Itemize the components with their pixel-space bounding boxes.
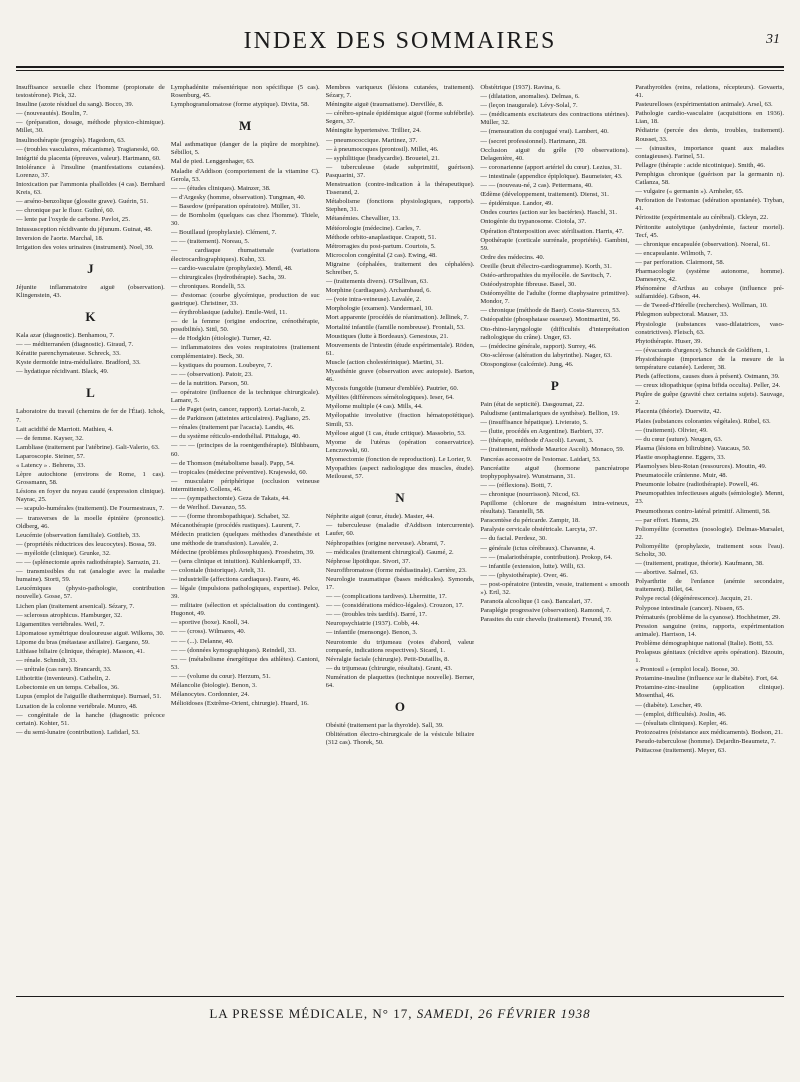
index-entry: Paracentèse du péricarde. Zampir, 18. (480, 517, 580, 525)
index-entry: Luxation de la colonne vertébrale. Munro, 48. (16, 702, 138, 710)
index-entry: Irrigation des voies urinaires (instrument). Noel, 39. (16, 243, 154, 251)
index-entry: Psittacose (traitement). Meyer, 63. (635, 747, 727, 755)
index-entry: — (évacuants d'urgence). Schunck de Goldfiem, 1. (635, 346, 770, 354)
index-entry: Myome de l'utérus (opération conservatrice). Lenczowski, 60. (325, 438, 475, 454)
index-entry: — coronarienne (apport artériel du cœur). Lezius, 31. (480, 163, 622, 171)
index-entry: — (traitements divers). O'Sullivan, 63. (325, 278, 429, 286)
index-entry: — urétrale (cas rare). Brancardi, 33. (16, 666, 112, 674)
index-entry: — (médecine générale, rapport). Surrey, 46. (480, 342, 597, 350)
index-entry: Lambliase (traitement par l'atébrine). Gali-Valerio, 63. (16, 443, 160, 451)
index-entry: — industrielle (affections cardiaques). Faure, 46. (170, 575, 301, 583)
index-entry: Oto-sclérose (altération du labyrinthe). Nager, 63. (480, 351, 612, 359)
index-entry: — creux idiopathique (spina bifida occulta). Peller, 24. (635, 382, 781, 390)
index-entry: — transmissibles du rat (analogie avec la maladie humaine). Storti, 59. (16, 568, 165, 584)
issue-date: SAMEDI, 26 FÉVRIER 1938 (416, 1006, 591, 1021)
index-entry: Pancréatite aiguë (hormone pancréatrope trophypophysaire). Wunstmann, 31. (480, 464, 630, 480)
index-entry: Opération d'interposition avec stérilisation. Harris, 47. (480, 227, 624, 235)
index-entry: — (traitement, pratique, théorie). Kaufmann, 38. (635, 560, 764, 568)
index-entry: — infantile (mensonge). Benon, 3. (325, 629, 418, 637)
index-entry: Lait acidifié de Marriott. Mathieu, 4. (16, 425, 114, 433)
section-letter-k: K (85, 308, 96, 324)
index-entry: Myélites (différences séméiologiques). Ieser, 64. (325, 394, 454, 402)
index-entry: Pneumatocèle crânienne. Muir, 48. (635, 472, 728, 480)
index-entry: Ontogénie du trypanosome. Ciotola, 37. (480, 218, 587, 226)
index-entry: — par perforation. Clairmont, 58. (635, 258, 725, 266)
index-entry: — (sinusites, importance quant aux maladies contagieuses). Farinel, 51. (635, 144, 784, 160)
index-entry: — Bouillaud (prophylaxie). Clément, 7. (170, 229, 277, 237)
index-entry: Otospongiose (calcémie). Jung, 46. (480, 360, 574, 368)
index-entry: Leucémie (observation familiale). Gottlieb, 33. (16, 531, 141, 539)
index-entry: Lymphogranulomatose (forme atypique). Divita, 58. (170, 101, 310, 109)
index-entry: Neurofibromatose (forme médiastinale). Carrière, 23. (325, 566, 467, 574)
index-entry: — de Tweed-d'Hérelle (recherches). Wollman, 10. (635, 302, 768, 310)
index-entry: Plasmolyses bleu-Rotan (ressources). Moutin, 49. (635, 463, 767, 471)
index-entry: — du trijumeau (chirurgie, résultats). Grant, 43. (325, 664, 453, 672)
index-entry: Néphrite aiguë (cœur, étude). Master, 44. (325, 513, 435, 521)
index-entry: — (résultats cliniques). Kepler, 46. (635, 719, 728, 727)
index-entry: — inflammatoires des voies respiratoires (traitement complémentaire). Beck, 30. (170, 344, 320, 360)
index-entry: Polyarthrite de l'enfance (anémie secondaire, traitement). Billet, 64. (635, 578, 784, 594)
index-entry: Phytothérapie. Huser, 39. (635, 337, 703, 345)
index-entry: — abortive. Salmel, 63. (635, 569, 699, 577)
index-entry: Polypose intestinale (cancer). Nissen, 65. (635, 604, 745, 612)
index-entry: Paralysie cervicale obstétricale. Larcyta, 37. (480, 526, 598, 534)
index-entry: Intégrité du placenta (épreuves, valeur). Hartmann, 60. (16, 154, 161, 162)
index-entry: Paranoïa alcoolique (1 cas). Bancalari, 37. (480, 598, 593, 606)
index-entry: Lésions en foyer du noyau caudé (expression clinique). Nayrac, 25. (16, 488, 165, 504)
index-entry: — — (splénectomie après radiothérapie). Sarrazin, 21. (16, 559, 161, 567)
page-header (16, 28, 784, 60)
index-entry: — (médicaments excitateurs des contractions utérines). Müller, 32. (480, 111, 630, 127)
index-entry: — (traitement). Olivier, 49. (635, 426, 708, 434)
index-entry: — de Thomson (métabolisme basal). Papp, 54. (170, 459, 295, 467)
index-entry: Obésité (traitement par la thyroïde). Sall, 39. (325, 722, 444, 730)
index-entry: Périostite (expérimentale au cérébral). Ckleyn, 22. (635, 214, 769, 222)
page-footer (16, 1006, 784, 1022)
index-entry: Mortalité infantile (famille nombreuse). Frontali, 53. (325, 323, 465, 331)
index-column-4 (480, 84, 629, 906)
index-entry: Lipomatose symétrique douloureuse aiguë. Wilkens, 30. (16, 629, 165, 637)
index-entry: Physiothérapie (importance de la mesure de la température cutanée). Lederer, 38. (635, 355, 784, 371)
index-entry: — générale (ictus cérébraux). Chavanne, 4. (480, 544, 595, 552)
index-entry: — sclerosus atrophicus. Hamburger, 32. (16, 611, 123, 619)
index-entry: Inversion de l'aorte. Marchal, 18. (16, 234, 104, 242)
index-entry: Kyste dermoïde intra-médullaire. Bradford, 33. (16, 359, 141, 367)
index-entry: Ostéodystrophie fibreuse. Basel, 30. (480, 281, 576, 289)
index-entry: Lupus (emploi de l'aiguille diathermique). Burnael, 51. (16, 693, 162, 701)
index-column-5 (635, 84, 784, 906)
index-entry: — de la nutrition. Parson, 50. (170, 379, 249, 387)
index-entry: Méningite hypertensive. Trillier, 24. (325, 127, 421, 135)
index-entry: Protamine-zinc-insuline (application clinique). Mosenthal, 46. (635, 684, 784, 700)
index-columns (16, 84, 784, 906)
index-entry: — rénale. Schmidt, 33. (16, 657, 78, 665)
journal-name: LA PRESSE MÉDICALE, (209, 1006, 369, 1021)
index-entry: — (insuffisance hépatique). Livierato, 5. (480, 419, 588, 427)
index-entry: — — (données kymographiques). Reindell, 33. (170, 646, 297, 654)
index-entry: Mélancolie (biologie). Benon, 3. (170, 682, 257, 689)
index-entry: — chronique (méthode de Baer). Costa-Starecco, 53. (480, 307, 621, 315)
index-entry: Physiologie (substances vaso-dilatatrices, vaso-constrictives). Fleisch, 63. (635, 320, 784, 336)
index-entry: — de la femme (origine endocrine, crénothérapie, possibilités). Sittl, 50. (170, 318, 320, 334)
index-entry: — légale (impulsions pathologiques, expertise). Pelce, 39. (170, 584, 320, 601)
index-entry: Lèpre autochtone (environs de Rome, 1 cas). Grossmann, 58. (16, 471, 165, 487)
index-entry: Oblitération électro-chirurgicale de la vésicule biliaire (312 cas). Thorek, 50. (325, 731, 475, 747)
index-entry: — arséno-benzolique (glossite grave). Guérin, 51. (16, 198, 149, 206)
index-entry: — congénitale de la hanche (diagnostic précoce certain). Kohter, 51. (16, 711, 165, 727)
index-entry: — kystiques du poumon. Loubeyre, 7. (170, 361, 273, 369)
index-entry: — coloniale (historique). Artelt, 31. (170, 566, 266, 574)
index-entry: — cérébro-spinale épidémique aiguë (forme subfébrile). Segers, 37. (325, 110, 475, 126)
index-entry: Polype rectal (dégénérescence). Jacquin, 21. (635, 595, 753, 603)
index-entry: — (mensuration du conjugué vrai). Lambert, 40. (480, 128, 609, 136)
index-entry: Piqûre de guêpe (gravité chez certains sujets). Sauvage, 2. (635, 391, 784, 407)
index-entry: Protozoaires (résistance aux médicaments). Bodson, 21. (635, 728, 783, 736)
index-entry: Poliomyélite (prophylaxie, traitement sous l'eau). Scholtz, 30. (635, 542, 784, 558)
page-title: INDEX DES SOMMAIRES (243, 28, 557, 54)
index-entry: Métanémies. Chevallier, 13. (325, 215, 400, 223)
index-entry: Pneumothorax contro-latéral primitif. Alimenti, 58. (635, 507, 771, 515)
index-entry: — (secret professionnel). Hartmann, 28. (480, 137, 587, 145)
index-entry: Mort apparente (procédés de réanimation). Jellinek, 7. (325, 314, 469, 322)
index-entry: Insuline (azote résiduel du sang). Bocco, 39. (16, 101, 134, 109)
index-entry: — — (complications tardives). Lhermitte, 17. (325, 593, 447, 601)
index-entry: Névralgie faciale (chirurgie). Petit-Dutaillis, 8. (325, 655, 450, 663)
index-entry: Insulinothérapie (progrès). Hagedorn, 63. (16, 136, 126, 144)
index-entry: Lithotritie (inventeurs). Cathelin, 2. (16, 675, 111, 683)
index-entry: Opothérapie (corticale surrénale, propriétés). Gambini, 59. (480, 236, 630, 252)
index-entry: Numération de plaquettes (technique nouvelle). Berner, 64. (325, 673, 475, 689)
index-entry: — — (troubles très tardifs). Barré, 17. (325, 611, 427, 619)
index-entry: Paludisme (antimalariques de synthèse). Bellion, 19. (480, 410, 620, 418)
index-entry: Papillome (chlorure de magnésium intra-veineux, résultats). Tarantelli, 58. (480, 500, 630, 516)
index-entry: — — (nouveau-né, 2 cas). Pettermans, 40. (480, 182, 593, 190)
index-entry: Lipome du bras (métastase axillaire). Gargano, 59. (16, 638, 150, 646)
index-entry: — cardiaque rhumatismale (variations électrocardiographiques). Kuhn, 33. (170, 247, 320, 263)
index-entry: Intoxication par l'ammonia phalloïdes (4 cas). Bernhard Kreis, 63. (16, 181, 165, 197)
index-entry: — du cœur (suture). Neugen, 63. (635, 435, 723, 443)
index-entry: — — (forme thrombopathique). Schabet, 32. (170, 513, 290, 521)
index-entry: — épidémique. Landor, 49. (480, 200, 554, 208)
index-entry: Pancréas accessoire de l'estomac. Laidari, 53. (480, 455, 601, 463)
index-entry: Myélose aiguë (1 cas, étude critique). Massobrio, 53. (325, 429, 466, 437)
index-entry: — syphilitique (bradycardie). Brouetel, 21. (325, 154, 440, 162)
index-entry: Myomectomie (fonction de reproduction). Le Lorier, 9. (325, 455, 472, 463)
index-entry: — pneumococcique. Martinez, 37. (325, 136, 418, 144)
index-entry: — de Hodgkin (étiologie). Turner, 42. (170, 335, 272, 343)
index-entry: Neurologie traumatique (bases médicales). Symonds, 17. (325, 575, 475, 591)
index-entry: Occlusion aiguë du grêle (70 observations). Delagenière, 40. (480, 146, 630, 162)
index-entry: Métabolisme (fonctions physiologiques, rapports). Stephen, 31. (325, 198, 475, 214)
index-column-1 (16, 84, 165, 906)
index-entry: Plastie œsophagienne. Eggers, 33. (635, 453, 726, 461)
index-entry: Lobectomie en un temps. Ceballos, 36. (16, 684, 119, 692)
index-entry: Mal de pied. Lenggenhager, 63. (170, 158, 255, 166)
index-entry: Pression sanguine (reins, rapports, expérimentation animale). Harrison, 14. (635, 622, 784, 638)
index-entry: Pellagre (thérapie : acide nicotinique). Smith, 46. (635, 161, 766, 169)
index-entry: Phlegmon subpectoral. Mauser, 33. (635, 311, 729, 319)
index-entry: — du système réticulo-endothélial. Pittaluga, 40. (170, 433, 301, 441)
index-entry: Mouvements de l'intestin (étude expérimentale). Röden, 61. (325, 341, 475, 357)
index-entry: — du semi-lunaire (contribution). Lafidarl, 53. (16, 728, 140, 736)
index-entry: — (thérapie, méthode d'Ascoli). Levant, 3. (480, 437, 594, 445)
index-entry: — post-opératoire (intestin, vessie, traitement « smooth »). Ertl, 32. (480, 580, 630, 596)
index-entry: Myasthénie grave (observation avec autopsie). Barton, 46. (325, 368, 475, 384)
index-entry: — — (métabolisme énergétique des athlètes). Cantoni, 53. (170, 655, 320, 671)
index-entry: Obstétrique (1937). Ravina, 6. (480, 84, 561, 91)
index-entry: Kératite parenchymateuse. Schreck, 33. (16, 350, 121, 358)
index-entry: — d'Argesky (homme, observation). Tungman, 40. (170, 193, 306, 201)
index-entry: — — (cross). Wilmares, 40. (170, 628, 246, 636)
index-entry: Ondes courtes (action sur les bactéries). Haschl, 31. (480, 209, 617, 217)
index-entry: — opératoire (influence de la technique chirurgicale). Lamare, 5. (170, 388, 320, 404)
index-entry: — lente par l'oxyde de carbone. Pavlot, 25. (16, 216, 130, 224)
index-entry: « Prontosil » (emploi local). Boose, 30. (635, 666, 740, 674)
index-entry: — (préparation, dosage, méthode physico-chimique). Millet, 30. (16, 119, 165, 135)
index-entry: — myéloïde (clinique). Grunke, 32. (16, 549, 111, 557)
index-entry: Menstruation (contre-indication à la thérapeutique). Tisserand, 2. (325, 181, 475, 197)
index-entry: — — (considérations médico-légales). Crouzon, 17. (325, 602, 464, 610)
index-entry: Prolapsus génitaux (récidive après opération). Bizouin, 1. (635, 649, 784, 665)
section-letter-o: O (394, 699, 406, 715)
index-entry: — du facial. Perdesz, 30. (480, 535, 547, 543)
index-entry: — — (volume du cœur). Herzum, 51. (170, 672, 271, 680)
index-entry: Problème démographique national (Italie). Botti, 53. (635, 639, 774, 647)
index-entry: — Basedow (préparation opératoire). Müller, 31. (170, 202, 301, 210)
index-entry: — de Bornholm (quelques cas chez l'homme). Thiele, 30. (170, 212, 320, 228)
section-letter-m: M (239, 118, 252, 134)
index-entry: Météorologie (médecine). Carles, 7. (325, 224, 421, 232)
index-entry: Néphrose lipoïdique. Sivori, 37. (325, 557, 411, 565)
index-entry: — tropicales (médecine préventive). Krajewski, 60. (170, 468, 308, 476)
section-letter-j: J (87, 260, 94, 276)
index-entry: — tuberculeuse (stade subprimitif, guérison). Pasquarini, 37. (325, 163, 475, 179)
index-entry: Lymphadénite mésentérique non spécifique (5 cas). Rosenburg, 45. (170, 84, 320, 100)
index-entry: — (leçon inaugurale). Lévy-Solal, 7. (480, 102, 578, 110)
index-entry: — hydatique récidivant. Black, 49. (16, 368, 109, 376)
index-entry: Microcolon congénital (2 cas). Ewing, 48. (325, 251, 437, 259)
index-entry: Poliomyélite (cornettes (nosologie). Delmas-Marsalet, 22. (635, 525, 784, 541)
index-entry: Mycosis fungoïde (tumeur d'emblée). Pautrier, 60. (325, 385, 459, 393)
index-entry: Mécanothérapie (procédés rustiques). Laurent, 7. (170, 522, 301, 530)
issue-number: N° 17, (372, 1006, 413, 1021)
index-entry: Mélioïdoses (Extrême-Orient, chirurgie). Huard, 16. (170, 700, 309, 708)
index-entry: Pemphigus chronique (guérison par la germanin n). Catlanza, 58. (635, 170, 784, 187)
index-entry: — (traitement, méthode Maurice Ascoli). Monaco, 59. (480, 446, 625, 454)
index-entry: Prématurés (problème de la cyanose). Hochheimer, 29. (635, 613, 781, 621)
index-entry: — — (réflexions). Botti, 7. (480, 481, 553, 489)
index-entry: Pieds (affections, causes dues à présent). Ostmann, 39. (635, 373, 780, 381)
index-entry: — (nouveautés). Boulin, 7. (16, 110, 88, 118)
index-entry: — infantile (extension, lutte). Willi, 63. (480, 562, 585, 570)
index-entry: Oreille (bruit d'électro-cardiogramme). Korth, 31. (480, 262, 612, 270)
index-entry: — — méditerranéen (diagnostic). Giraud, 7. (16, 341, 134, 349)
index-entry: — par effort. Hanns, 29. (635, 516, 700, 524)
index-entry: Méthode orbito-anaplastique. Crapott, 51. (325, 233, 437, 241)
index-entry: — — (observation). Patoir, 23. (170, 370, 253, 378)
index-entry: Neurotomie du trijumeau (voies d'abord, valeur comparée, indications respectives). Sicard, 1. (325, 638, 475, 654)
index-entry: Pasteurelloses (expérimentation animale). Arsel, 63. (635, 101, 773, 109)
index-entry: Perforation de l'estomac (sdération spontanée). Tryban, 41. (635, 197, 784, 213)
index-entry: — sportive (boxe). Knoll, 34. (170, 619, 249, 627)
index-entry: Myopathies (aspect radiologique des muscles, étude). Meilouest, 57. (325, 465, 475, 481)
index-entry: — de Parkinson (atteintes articulaires). Pagliano, 25. (170, 415, 311, 423)
index-entry: Migraine (céphalées, traitement des céphalées). Schreiber, 5. (325, 260, 475, 276)
index-entry: Ostéo-arthropathies du myélocèle. de Savitsch, 7. (480, 271, 612, 279)
index-entry: Laboratoire du travail (chemins de fer de l'État). Ichok, 7. (16, 408, 165, 424)
index-entry: — transverses de la moelle épinière (pronostic). Oldberg, 46. (16, 514, 165, 530)
index-entry: Méningite aiguë (traumatisme). Dervillée, 8. (325, 101, 444, 109)
index-entry: Parasites du cuir chevelu (traitement). Freund, 39. (480, 616, 613, 624)
index-entry: — musculaire périphérique (occlusion veineuse intermittente). Collens, 46. (170, 477, 320, 493)
index-entry: — — (sympathectomie). Geza de Takats, 44. (170, 495, 290, 503)
index-entry: Ordre des médecins. 40. (480, 253, 545, 261)
index-entry: — — (traitement). Noreau, 5. (170, 238, 250, 246)
index-entry: Pseudo-tuberculose (homme). Dejardin-Beaumetz, 7. (635, 737, 776, 745)
index-entry: — (lutte, procédés en Argentine). Barbieri, 37. (480, 428, 604, 436)
index-entry: Intussusception récidivante du jéjunum. Guinat, 48. (16, 225, 153, 233)
index-entry: Intolérance à l'insuline (manifestations cutanées). Lorenzo, 37. (16, 163, 165, 179)
section-letter-l: L (86, 385, 95, 401)
index-entry: — médicales (traitement chirurgical). Gaumé, 2. (325, 548, 454, 556)
index-entry: Laparoscopie. Steiner, 57. (16, 452, 85, 460)
index-entry: Kala azar (diagnostic). Benhamou, 7. (16, 331, 115, 339)
footer-rule (16, 996, 784, 997)
index-entry: Lichen plan (traitement arsenical). Sézary, 7. (16, 602, 135, 610)
section-letter-n: N (395, 490, 405, 506)
index-entry: Leucémiques (physio-pathologie, contribution nouvelle). Gosse, 57. (16, 585, 165, 601)
index-entry: Parathyroïdes (reins, relations, récepteurs). Govaerts, 41. (635, 84, 784, 100)
index-entry: Ligamentites vertébrales. Weil, 7. (16, 620, 105, 628)
index-entry: Mal asthmatique (danger de la piqûre de morphine). Sébillot, 5. (170, 141, 320, 157)
index-entry: Pneumonie lobaire (radiothérapie). Powell, 46. (635, 481, 759, 489)
index-entry: Néphropathies (origine nerveuse). Abrami, 7. (325, 539, 446, 547)
index-entry: Plaies (substances colorantes végétales). Rübel, 63. (635, 417, 771, 425)
index-entry: — (troubles vasculaires, mécanisme). Tragianeski, 60. (16, 145, 160, 153)
index-entry: Métrorragies du post-partum. Courtois, 5. (325, 242, 436, 250)
section-letter-p: P (550, 378, 559, 393)
index-entry: — (sens clinique et intuition). Kuhlenkampff, 33. (170, 557, 302, 565)
index-entry: Plasma (lésions en bilirubine). Vaucaus, 50. (635, 444, 751, 452)
index-entry: — encapsulante. Wilmoth, 7. (635, 249, 713, 257)
index-entry: — militaire (sélection et spécialisation du contingent). Hugonot, 49. (170, 602, 320, 618)
index-entry: — chirurgicales (hydrothérapie). Sachs, 39. (170, 273, 286, 281)
index-entry: Ostéopathie (phosphatase osseuse). Montmartini, 56. (480, 316, 621, 324)
index-entry: — cardio-vasculaire (prophylaxie). Mentl, 48. (170, 264, 293, 272)
index-entry: — rénales (traitement par l'acacia). Landis, 46. (170, 424, 295, 432)
index-entry: Myélome multiple (4 cas). Mills, 44. (325, 403, 423, 411)
index-entry: Neuropsychiatrie (1937). Cobb, 44. (325, 620, 420, 628)
index-entry: — chroniques. Rondelli, 53. (170, 282, 246, 290)
index-entry: Paraplégie progressive (observation). Ramond, 7. (480, 607, 611, 615)
index-entry: — — (...). Delanne, 40. (170, 637, 234, 645)
index-entry: — de femme. Kayser, 32. (16, 434, 84, 442)
index-column-3 (326, 84, 475, 906)
index-entry: Muscle (action cholestérinique). Martini, 31. (325, 358, 444, 366)
index-entry: — (dilatation, anomalies). Delmas, 6. (480, 93, 580, 101)
index-entry: — érythroblasique (adulte). Emile-Weil, 11. (170, 309, 288, 317)
index-entry: — — (physiothérapie). Over, 46. (480, 571, 568, 579)
index-entry: Mélanocytes. Cordonnier, 24. (170, 691, 250, 699)
index-entry: Morphologie (examen). Vandermael, 10. (325, 305, 433, 313)
index-entry: Pain (état de septicité). Dasgoumat, 22. (480, 401, 585, 408)
index-entry: — à pneumocoques (prontosil). Millet, 46. (325, 145, 439, 153)
index-entry: — (emploi, difficultés). Joslin, 46. (635, 710, 727, 718)
index-entry: Œdème (développement, traitement). Dienst, 31. (480, 191, 609, 199)
index-entry: — — (études cliniques). Mainzer, 38. (170, 184, 271, 192)
index-entry: — — (malariothérapie, contribution). Prokop, 64. (480, 553, 613, 561)
page-number: 31 (766, 32, 780, 47)
index-entry: Placenta (théorie). Duerwitz, 42. (635, 408, 722, 416)
header-rule-thin (16, 70, 784, 71)
index-entry: — d'estomac (courbe glycémique, production de suc gastrique). Christiner, 33. (170, 291, 320, 307)
index-entry: — chronique encapsulée (observation). Noeral, 61. (635, 240, 770, 248)
index-entry: Médecin praticien (quelques méthodes d'anesthésie et une méthode de transfusion). Lavalée, 2. (170, 531, 320, 547)
index-entry: Moustiques (lutte à Bordeaux). Genestous, 21. (325, 332, 449, 340)
index-entry: Lithiase biliaire (clinique, thérapie). Masson, 41. (16, 647, 145, 655)
index-entry: Jéjunite inflammatoire aiguë (observation). Klingenstein, 43. (16, 283, 165, 299)
index-entry: Maladie d'Addison (comportement de la vitamine C). Gerola, 53. (170, 167, 320, 183)
index-entry: — (propriétés réductrices des leucocytes). Bossa, 59. (16, 540, 157, 548)
index-entry: Morphine (cardiaques). Archambaud, 6. (325, 287, 432, 295)
index-entry: Insuffisance sexuelle chez l'homme (propionate de testostérone). Pick, 32. (16, 84, 165, 100)
index-entry: Médecine (problèmes philosophiques). Froesheim, 39. (170, 548, 315, 556)
index-entry: Pneumopathies infectieuses aiguës (sémiologie). Mennt, 23. (635, 490, 784, 506)
index-entry: « Latency » . Behrens, 33. (16, 462, 86, 469)
index-entry: — — — (principes de la roentgenthérapie). Blühbaum, 60. (170, 442, 320, 458)
index-entry: Protamine-insuline (influence sur le diabète). Fort, 64. (635, 675, 779, 683)
index-entry: Phénomène d'Arthus au cobaye (influence pré-sulfamidée). Gibson, 44. (635, 285, 784, 301)
index-entry: — tuberculeuse (maladie d'Addison intercurrente). Laufer, 60. (325, 522, 475, 538)
index-entry: — chronique (nourrisson). Nicod, 63. (480, 490, 580, 498)
index-entry: Péritonite autolytique (anhydrémie, facteur mortel). Tecf, 45. (635, 223, 784, 239)
index-entry: — vulgaire (« germanin »). Arnheler, 65. (635, 188, 744, 196)
index-entry: Myélopathie involutive (fraction hématopoïétique). Simili, 53. (325, 412, 475, 428)
index-entry: — de Paget (sein, cancer, rapport). Lortat-Jacob, 2. (170, 406, 306, 414)
header-rule (16, 66, 784, 68)
index-entry: — (voie intra-veineuse). Lavalée, 2. (325, 296, 421, 304)
index-entry: Pédiatrie (percée des dents, troubles, traitement). Rousset, 33. (635, 127, 784, 143)
index-entry: — chronique par le fluor. Guthré, 60. (16, 207, 115, 215)
index-entry: Pharmacologie (système autonome, homme). Dameseryx, 42. (635, 267, 784, 284)
index-entry: — (diabète). Lescher, 49. (635, 701, 703, 709)
index-column-2 (171, 84, 320, 906)
index-entry: Oto-rhino-laryngologie (difficultés d'interprétation radiologique du crâne). Unger, 63. (480, 325, 630, 341)
index-entry: — scapulo-humérales (traitement). De Fourmestraux, 7. (16, 505, 164, 513)
index-entry: — de Werlhof. Davanzo, 55. (170, 504, 247, 512)
index-entry: Membres variqueux (lésions cutanées, traitement). Sézary, 7. (325, 84, 475, 100)
index-entry: — intestinale (appendice épiploïque). Baumeister, 43. (480, 172, 623, 180)
index-entry: Ostéomyélite de l'adulte (forme diaphysaire primitive). Mondor, 7. (480, 290, 630, 306)
index-entry: Pathologie cardio-vasculaire (acquisitions en 1936). Lian, 18. (635, 110, 784, 126)
